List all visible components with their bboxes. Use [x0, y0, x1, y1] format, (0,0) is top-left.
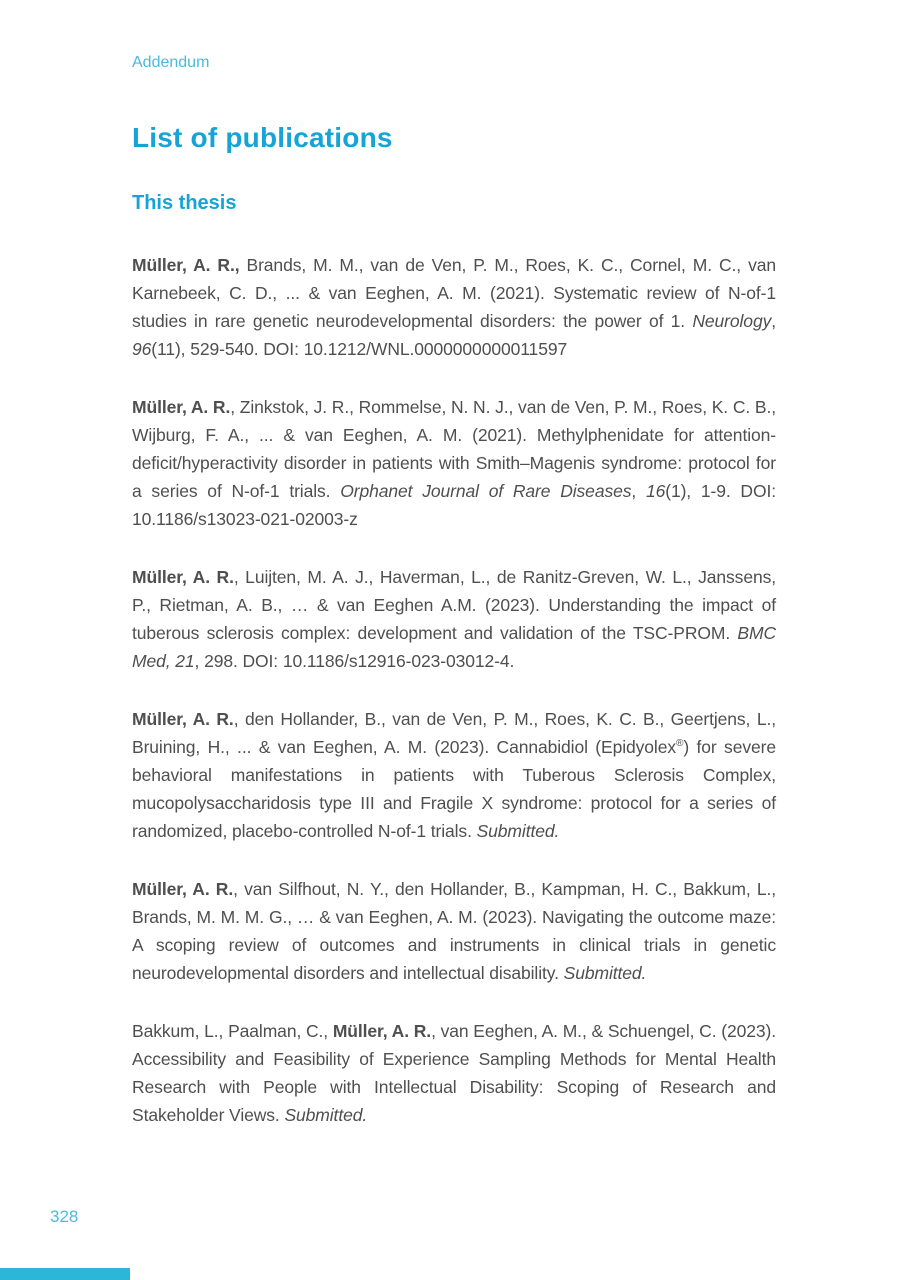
publication-text-segment: ) for severe behavioral manifestations in patients with Tuberous Sclerosis Complex, mucopolysaccharidosis type III and Fragile X syndrome: protocol for a series of randomized, placebo-controlled N-of-1 trials. [132, 737, 776, 841]
publication-text-segment: , [771, 311, 776, 331]
footer-accent-bar [0, 1268, 130, 1280]
publication-text-segment: , den Hollander, B., van de Ven, P. M., Roes, K. C. B., Geertjens, L., Bruining, H., ... & van Eeghen, A. M. (2023). Cannabidiol (Epidyolex [132, 709, 776, 757]
section-heading: This thesis [132, 192, 237, 214]
publication-text-segment: (1), 1-9. DOI: 10.1186/s13023-021-02003-z [132, 481, 776, 529]
publication-text-segment: ® [676, 738, 684, 750]
publication-entry [132, 1017, 776, 1129]
publication-text-segment: Neurology [692, 311, 772, 331]
publication-text-segment: 16 [645, 481, 666, 501]
publication-text-segment: , 298. DOI: 10.1186/s12916-023-03012-4. [194, 651, 515, 671]
publication-text-segment: Submitted. [284, 1105, 368, 1125]
page-number: 328 [50, 1207, 79, 1226]
publication-text-segment: Müller, A. R. [132, 567, 234, 587]
publications-list [132, 251, 776, 1129]
publication-text-segment: Müller, A. R. [132, 709, 234, 729]
publication-text-segment: 96 [132, 339, 152, 359]
publication-entry [132, 393, 776, 533]
publication-entry [132, 251, 776, 363]
publication-text-segment: Submitted. [476, 821, 560, 841]
publication-text-segment: , [631, 481, 646, 501]
publication-text-segment: BMC Med, 21 [132, 623, 776, 671]
publication-text-segment: Submitted. [563, 963, 647, 983]
page-title: List of publications [132, 122, 393, 153]
publication-entry [132, 563, 776, 675]
publication-text-segment: (11), 529-540. DOI: 10.1212/WNL.0000000000011597 [151, 339, 568, 359]
publication-text-segment: Müller, A. R. [132, 397, 231, 417]
publication-text-segment: Müller, A. R. [132, 879, 234, 899]
publication-text-segment: , Luijten, M. A. J., Haverman, L., de Ranitz-Greven, W. L., Janssens, P., Rietman, A. B., … & van Eeghen A.M. (2023). Understanding the impact of tuberous sclerosis complex: development and validation of the TSC-PROM. [132, 567, 776, 643]
publication-entry [132, 705, 776, 845]
publication-text-segment: , van Silfhout, N. Y., den Hollander, B., Kampman, H. C., Bakkum, L., Brands, M. M. M. G., … & van Eeghen, A. M. (2023). Navigating the outcome maze: A scoping review of outcomes and instruments in clinical trials in genetic neurodevelopmental disorders and intellectual disability. [132, 879, 776, 983]
publication-entry [132, 875, 776, 987]
publication-text-segment: , van Eeghen, A. M., & Schuengel, C. (2023). Accessibility and Feasibility of Experience Sampling Methods for Mental Health Research with People with Intellectual Disability: Scoping of Research and Stakeholder Views. [132, 1021, 776, 1125]
running-header: Addendum [132, 54, 210, 71]
publication-text-segment: , Zinkstok, J. R., Rommelse, N. N. J., van de Ven, P. M., Roes, K. C. B., Wijburg, F. A., ... & van Eeghen, A. M. (2021). Methylphenidate for attention-deficit/hyperactivity disorder in patients with Smith–Magenis syndrome: protocol for a series of N-of-1 trials. [132, 397, 776, 501]
publication-text-segment: Müller, A. R. [332, 1021, 432, 1041]
publication-text-segment: Müller, A. R., [132, 255, 240, 275]
publication-text-segment: Orphanet Journal of Rare Diseases [340, 481, 632, 501]
publication-text-segment: Bakkum, L., Paalman, C., [132, 1021, 333, 1041]
publication-text-segment: Brands, M. M., van de Ven, P. M., Roes, K. C., Cornel, M. C., van Karnebeek, C. D., ... & van Eeghen, A. M. (2021). Systematic review of N-of-1 studies in rare genetic neurodevelopmental disorders: the power of 1. [132, 255, 776, 331]
